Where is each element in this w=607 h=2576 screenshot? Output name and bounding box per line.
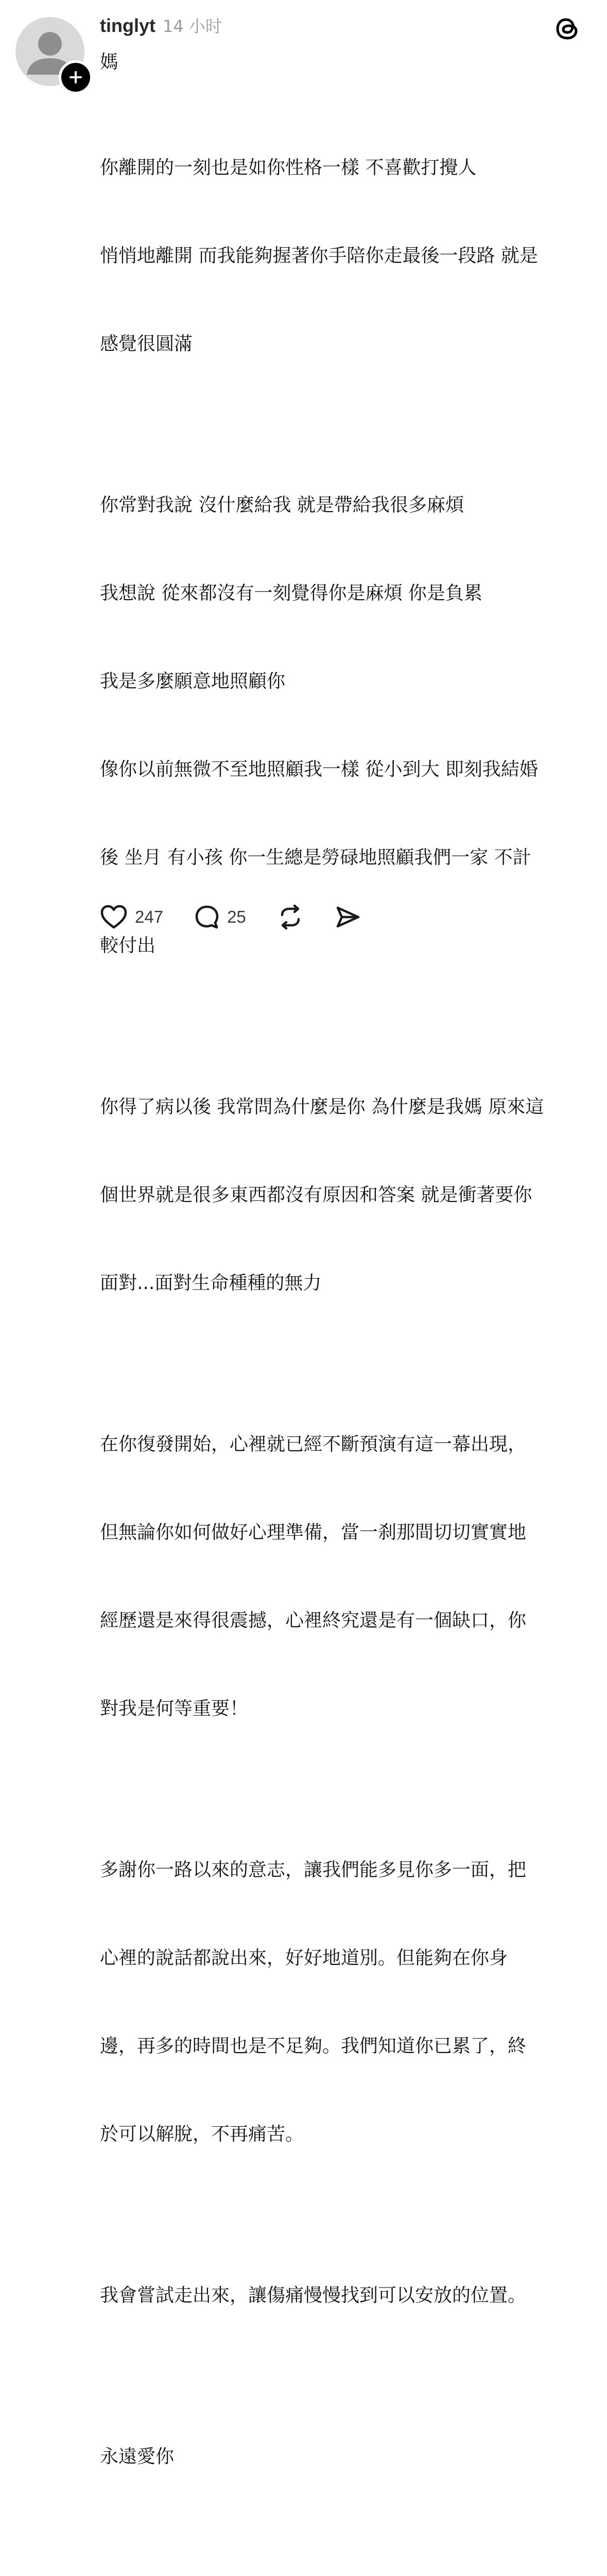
text-line: 永遠愛你 — [100, 2446, 175, 2467]
paragraph — [100, 2383, 594, 2530]
threads-logo-icon[interactable] — [554, 15, 581, 42]
username[interactable]: tinglyt — [100, 15, 155, 36]
plus-icon — [68, 70, 83, 85]
text-line: 你常對我說 沒什麼給我 就是帶給我很多麻煩 — [100, 495, 464, 516]
text-line: 悄悄地離開 而我能夠握著你手陪你走最後一段路 就是 — [100, 245, 538, 266]
text-line: 我是多麼願意地照顧你 — [100, 671, 286, 692]
text-line: 個世界就是很多東西都沒有原因和答案 就是衝著要你 — [100, 1184, 532, 1206]
paragraph — [100, 2222, 594, 2369]
send-icon — [335, 904, 361, 930]
paragraph — [100, 1797, 594, 2208]
author-avatar[interactable] — [15, 17, 84, 86]
action-bar — [100, 903, 392, 931]
text-line: 我會嘗試走出來，讓傷痛慢慢找到可以安放的位置。 — [100, 2285, 527, 2306]
heart-icon — [100, 904, 128, 930]
text-line: 心裡的說話都說出來，好好地道別。但能夠在你身 — [100, 1947, 508, 1969]
text-line: 在你復發開始，心裡就已經不斷預演有這一幕出現， — [100, 1434, 527, 1455]
comment-button[interactable] — [194, 904, 246, 930]
share-button[interactable] — [335, 904, 361, 930]
text-line: 對我是何等重要！ — [100, 1698, 249, 1719]
paragraph — [100, 94, 594, 417]
text-line: 感覺很圓滿 — [100, 333, 193, 354]
text-line: 你得了病以後 我常問為什麼是你 為什麼是我媽 原來這 — [100, 1096, 544, 1117]
like-count: 247 — [135, 907, 164, 926]
text-line: 多謝你一路以來的意志，讓我們能多見你多一面，把 — [100, 1859, 527, 1880]
text-line: 經歷還是來得很震撼，心裡終究還是有一個缺口，你 — [100, 1610, 527, 1631]
paragraph — [100, 1371, 594, 1782]
text-line: 面對...面對生命種種的無力 — [100, 1273, 322, 1294]
signature — [100, 2545, 594, 2576]
post-body — [100, 47, 594, 2576]
text-line: 邊，再多的時間也是不足夠。我們知道你已累了，終 — [100, 2036, 527, 2057]
post-timestamp: 14 小时 — [162, 16, 222, 36]
repost-icon — [277, 904, 304, 930]
text-line: 我想說 從來都沒有一刻覺得你是麻煩 你是負累 — [100, 583, 482, 604]
post-header — [100, 13, 222, 39]
like-button[interactable] — [100, 904, 163, 930]
text-line: 像你以前無微不至地照顧我一樣 從小到大 即刻我結婚 — [100, 759, 538, 780]
repost-button[interactable] — [277, 904, 304, 930]
paragraph — [100, 1033, 594, 1357]
post-title: 媽 — [100, 52, 119, 73]
comment-count: 25 — [227, 907, 246, 926]
text-line: 後 坐月 有小孩 你一生總是勞碌地照顧我們一家 不計 — [100, 847, 531, 868]
text-line: 較付出 — [100, 935, 156, 956]
text-line: 於可以解脫，不再痛苦。 — [100, 2124, 304, 2145]
text-line: 你離開的一刻也是如你性格一樣 不喜歡打攪人 — [100, 157, 477, 178]
comment-bubble-icon — [194, 904, 220, 930]
follow-button[interactable] — [59, 60, 93, 94]
text-line: 但無論你如何做好心理準備，當一刹那間切切實實地 — [100, 1522, 527, 1543]
